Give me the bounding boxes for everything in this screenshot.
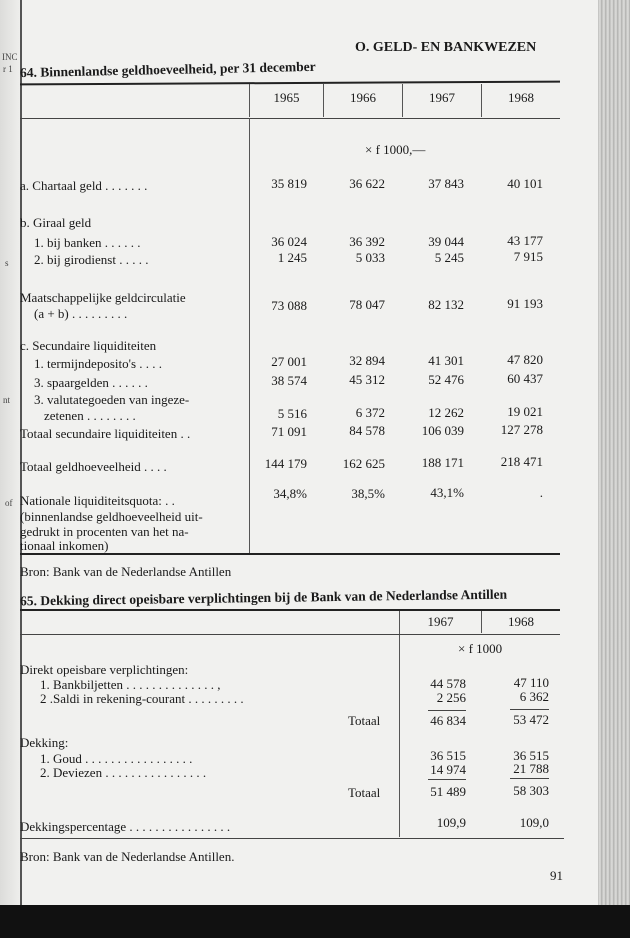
cell: 44 578 bbox=[430, 676, 466, 691]
cell: 32 894 bbox=[349, 353, 385, 368]
cell: 51 489 bbox=[430, 784, 466, 799]
row-label: a. Chartaal geld . . . . . . . bbox=[20, 178, 148, 193]
row-label: (binnenlandse geldhoeveelheid uit- bbox=[20, 509, 203, 524]
cell: 47 820 bbox=[507, 352, 543, 367]
cell: 84 578 bbox=[349, 423, 385, 438]
row-label: 3. valutategoeden van ingeze- bbox=[34, 392, 190, 407]
cell: 36 024 bbox=[271, 234, 307, 249]
table64-title: 64. Binnenlandse geldhoeveelheid, per 31 december bbox=[19, 58, 316, 81]
cell: 27 001 bbox=[271, 354, 307, 369]
row-label: 1. Goud . . . . . . . . . . . . . . . . . bbox=[40, 751, 193, 766]
cell: 6 362 bbox=[519, 689, 549, 704]
divider bbox=[20, 609, 560, 611]
cell: 45 312 bbox=[349, 372, 385, 387]
row-label: Maatschappelijke geldcirculatie bbox=[20, 290, 186, 305]
cell: 1 245 bbox=[277, 250, 307, 265]
cell: 40 101 bbox=[507, 176, 543, 191]
margin-fragment: s bbox=[5, 258, 9, 268]
row-label: Totaal secundaire liquiditeiten . . bbox=[20, 426, 191, 441]
row-label: Dekkingspercentage . . . . . . . . . . . . . . . . bbox=[20, 819, 231, 834]
divider bbox=[20, 81, 560, 86]
sum-line bbox=[428, 710, 466, 711]
cell: 2 256 bbox=[436, 690, 466, 705]
section-header: O. GELD- EN BANKWEZEN bbox=[355, 40, 537, 55]
divider bbox=[20, 838, 564, 839]
cell: . bbox=[539, 485, 543, 500]
divider bbox=[20, 118, 560, 119]
margin-fragment: nt bbox=[3, 395, 11, 405]
cell: 21 788 bbox=[513, 761, 549, 776]
cell: 38,5% bbox=[351, 486, 385, 501]
cell: 39 044 bbox=[428, 234, 464, 249]
cell: 5 516 bbox=[277, 406, 307, 421]
cell: 58 303 bbox=[513, 783, 549, 798]
cell: 218 471 bbox=[500, 454, 543, 469]
cell: 36 515 bbox=[513, 748, 549, 763]
unit-label: × f 1000 bbox=[458, 641, 503, 656]
row-label: Dekking: bbox=[20, 735, 69, 750]
book-spine bbox=[0, 0, 22, 905]
row-label: Totaal bbox=[348, 713, 381, 728]
year-header: 1967 bbox=[427, 614, 454, 629]
row-label: Totaal bbox=[348, 785, 381, 800]
row-label: c. Secundaire liquiditeiten bbox=[20, 338, 157, 353]
cell: 47 110 bbox=[513, 675, 549, 690]
cell: 71 091 bbox=[271, 424, 307, 439]
margin-fragment: of bbox=[5, 498, 13, 508]
cell: 127 278 bbox=[500, 422, 543, 437]
row-label: gedrukt in procenten van het na- bbox=[20, 524, 189, 539]
cell: 6 372 bbox=[355, 405, 385, 420]
divider bbox=[20, 553, 560, 555]
row-label: 2 .Saldi in rekening-courant . . . . . . . . . bbox=[40, 691, 244, 706]
cell: 43,1% bbox=[430, 485, 464, 500]
cell: 34,8% bbox=[273, 486, 307, 501]
cell: 106 039 bbox=[421, 423, 464, 438]
sum-line bbox=[510, 709, 549, 710]
cell: 12 262 bbox=[428, 405, 464, 420]
cell: 43 177 bbox=[507, 233, 543, 248]
year-header: 1967 bbox=[429, 90, 455, 105]
cell: 37 843 bbox=[428, 176, 464, 191]
cell: 109,0 bbox=[519, 815, 549, 830]
cell: 91 193 bbox=[507, 296, 543, 311]
cell: 5 245 bbox=[434, 250, 464, 265]
cell: 36 392 bbox=[349, 234, 385, 249]
cell: 60 437 bbox=[507, 371, 543, 386]
cell: 19 021 bbox=[507, 404, 543, 419]
year-header: 1968 bbox=[508, 90, 534, 105]
row-label: 1. bij banken . . . . . . bbox=[34, 235, 141, 250]
margin-fragment: INC bbox=[2, 52, 18, 62]
row-label: 2. bij girodienst . . . . . bbox=[34, 252, 149, 267]
row-label: b. Giraal geld bbox=[20, 215, 92, 230]
cell: 36 515 bbox=[430, 748, 466, 763]
cell: 38 574 bbox=[271, 373, 307, 388]
year-header: 1968 bbox=[508, 614, 534, 629]
row-label: tionaal inkomen) bbox=[20, 538, 109, 553]
sum-line bbox=[510, 778, 549, 779]
cell: 52 476 bbox=[428, 372, 464, 387]
page-edges bbox=[598, 0, 630, 905]
row-label: 3. spaargelden . . . . . . bbox=[34, 375, 148, 390]
year-header: 1966 bbox=[350, 90, 376, 105]
cell: 162 625 bbox=[342, 456, 385, 471]
table65-title: 65. Dekking direct opeisbare verplichtingen bij de Bank van de Nederlandse Antillen bbox=[19, 586, 508, 609]
source-note: Bron: Bank van de Nederlandse Antillen bbox=[20, 564, 232, 579]
cell: 36 622 bbox=[349, 176, 385, 191]
row-label: Direkt opeisbare verplichtingen: bbox=[20, 662, 189, 677]
cell: 73 088 bbox=[271, 298, 307, 313]
margin-fragment: r 1 bbox=[3, 64, 13, 74]
row-label: Totaal geldhoeveelheid . . . . bbox=[20, 459, 167, 474]
cell: 46 834 bbox=[430, 713, 466, 728]
cell: 109,9 bbox=[436, 815, 466, 830]
page-number: 91 bbox=[550, 868, 563, 883]
cell: 41 301 bbox=[428, 353, 464, 368]
row-label: 2. Deviezen . . . . . . . . . . . . . . . . bbox=[40, 765, 207, 780]
source-note: Bron: Bank van de Nederlandse Antillen. bbox=[20, 849, 235, 864]
cell: 144 179 bbox=[264, 456, 307, 471]
cell: 82 132 bbox=[428, 297, 464, 312]
cell: 53 472 bbox=[513, 712, 549, 727]
row-label: 1. termijndeposito's . . . . bbox=[34, 356, 163, 371]
cell: 35 819 bbox=[271, 176, 307, 191]
row-label: (a + b) . . . . . . . . . bbox=[34, 306, 128, 321]
cell: 14 974 bbox=[430, 762, 466, 777]
row-label: Nationale liquiditeitsquota: . . bbox=[20, 493, 175, 508]
row-label: 1. Bankbiljetten . . . . . . . . . . . . . . , bbox=[40, 677, 221, 692]
cell: 7 915 bbox=[513, 249, 543, 264]
year-header: 1965 bbox=[273, 90, 300, 105]
divider bbox=[20, 634, 560, 635]
cell: 5 033 bbox=[355, 250, 385, 265]
unit-label: × f 1000,— bbox=[365, 142, 426, 157]
cell: 188 171 bbox=[421, 455, 464, 470]
row-label: zetenen . . . . . . . . bbox=[44, 408, 136, 423]
sum-line bbox=[428, 779, 466, 780]
cell: 78 047 bbox=[349, 297, 385, 312]
